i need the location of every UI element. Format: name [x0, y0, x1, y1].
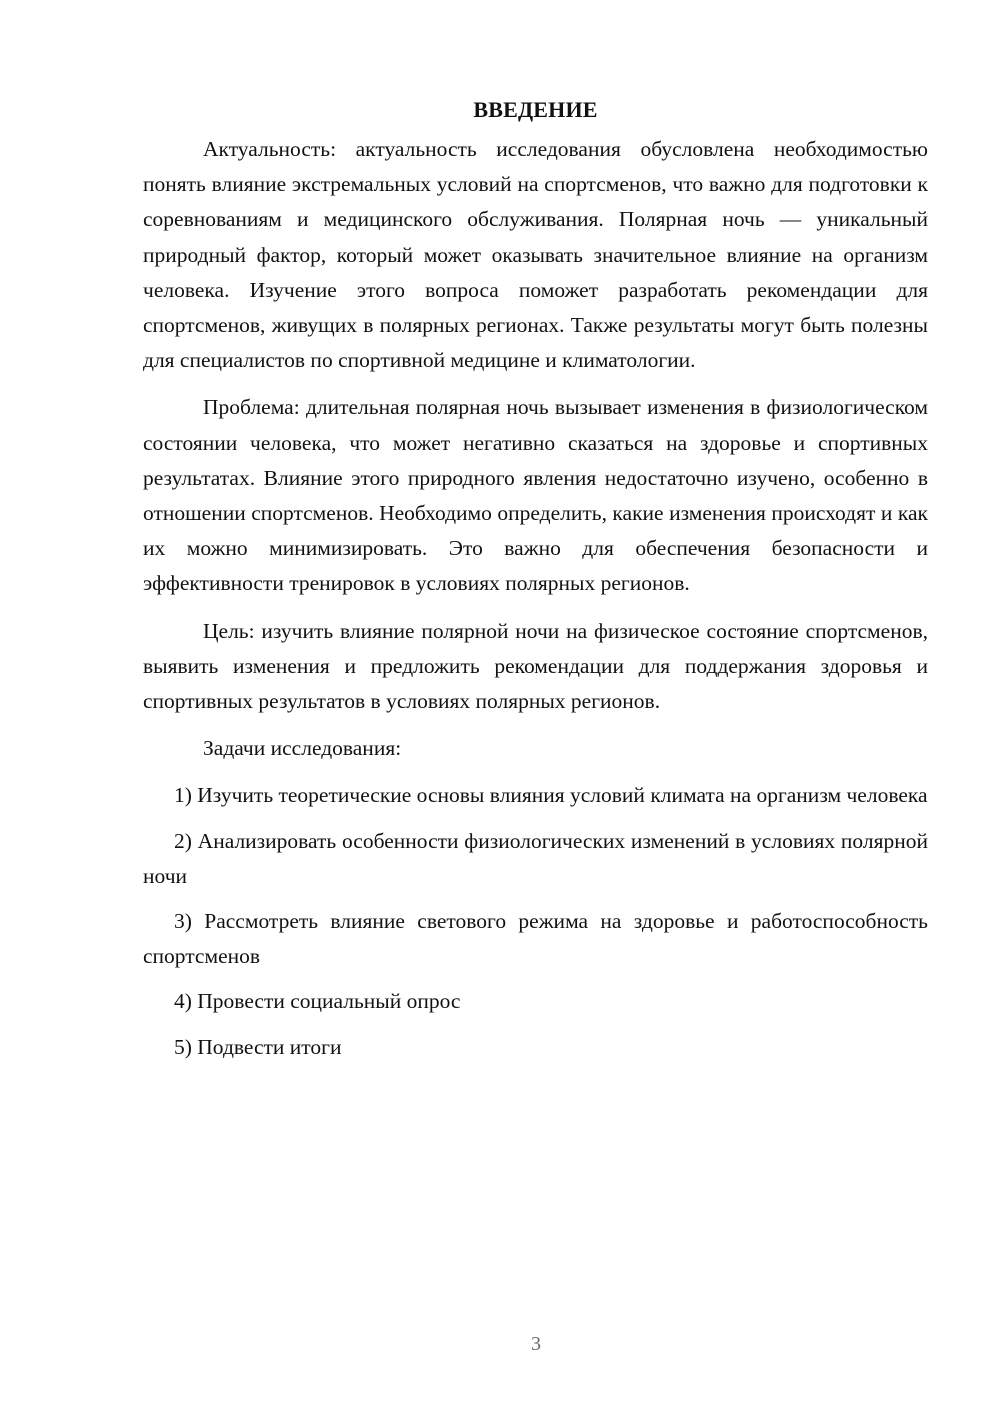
section-heading: ВВЕДЕНИЕ [473, 97, 598, 122]
page-number: 3 [531, 1333, 541, 1355]
paragraph-problem: Проблема: длительная полярная ночь вызывает изменения в физиологическом состоянии человека, что может негативно сказаться на здоровье и спортивных результатах. Влияние этого природного явления недостаточно изучено, особенно в отношении спортсменов. Необходимо определить, какие изменения происходят и как их можно минимизировать. Это важно для обеспечения безопасности и эффективности тренировок в условиях полярных регионов. [143, 395, 928, 596]
tasks-list [143, 778, 928, 1064]
task-item: 2) Анализировать особенности физиологических изменений в условиях полярной ночи [143, 828, 928, 888]
task-item: 1) Изучить теоретические основы влияния условий климата на организм человека [174, 783, 928, 808]
task-item: 4) Провести социальный опрос [174, 989, 461, 1014]
task-item: 3) Рассмотреть влияние светового режима на здоровье и работоспособность спортсменов [143, 909, 928, 969]
page-content [143, 92, 928, 1075]
task-item: 5) Подвести итоги [174, 1034, 342, 1059]
tasks-intro: Задачи исследования: [203, 736, 402, 761]
paragraph-relevance: Актуальность: актуальность исследования обусловлена необходимостью понять влияние экстремальных условий на спортсменов, что важно для подготовки к соревнованиям и медицинского обслуживания. Полярная ночь — уникальный природный фактор, который может оказывать значительное влияние на организм человека. Изучение этого вопроса поможет разработать рекомендации для спортсменов, живущих в полярных регионах. Также результаты могут быть полезны для специалистов по спортивной медицине и климатологии. [143, 137, 928, 373]
paragraph-goal: Цель: изучить влияние полярной ночи на физическое состояние спортсменов, выявить изменения и предложить рекомендации для поддержания здоровья и спортивных результатов в условиях полярных регионов. [143, 618, 928, 714]
